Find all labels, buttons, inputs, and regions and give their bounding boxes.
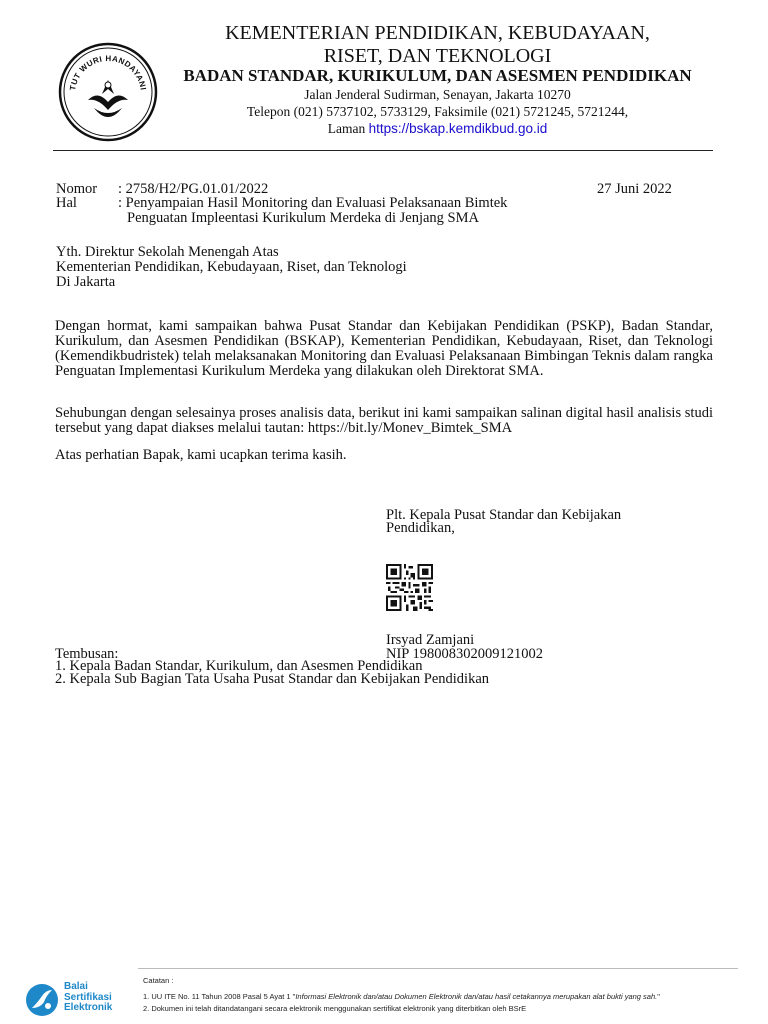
bsre-line-1: Balai bbox=[64, 981, 88, 992]
ministry-line-2: RISET, DAN TEKNOLOGI bbox=[323, 45, 552, 67]
body-paragraph-2: Sehubungan dengan selesainya proses analisis data, berikut ini kami sampaikan salinan digital hasil analisis studi tersebut yang dapat diakses melalui tautan: https://bit.ly/Monev_Bimtek_SMA bbox=[55, 405, 713, 436]
svg-text:TUT WURI HANDAYANI: TUT WURI HANDAYANI bbox=[68, 53, 148, 92]
catatan-label: Catatan : bbox=[143, 976, 174, 985]
letter-date: 27 Juni 2022 bbox=[597, 181, 672, 197]
bsre-wordmark bbox=[64, 982, 112, 1014]
bsre-logo-icon bbox=[24, 982, 60, 1018]
nomor-label: Nomor bbox=[56, 181, 98, 197]
signatory-title-line-1: Plt. Kepala Pusat Standar dan Kebijakan bbox=[386, 507, 622, 523]
footer-divider bbox=[138, 968, 738, 969]
signatory-nip: NIP 198008302009121002 bbox=[386, 646, 543, 662]
bsre-line-3: Elektronik bbox=[64, 1002, 113, 1013]
recipient-line-2: Kementerian Pendidikan, Kebudayaan, Riset, dan Teknologi bbox=[56, 259, 407, 275]
tut-wuri-handayani-logo bbox=[58, 42, 158, 142]
phone-fax: Telepon (021) 5737102, 5733129, Faksimile (021) 5721245, 5721244, bbox=[246, 104, 629, 119]
tembusan-label: Tembusan: bbox=[55, 646, 119, 662]
body-paragraph-1: Dengan hormat, kami sampaikan bahwa Pusat Standar dan Kebijakan Pendidikan (PSKP), Badan Standar, Kurikulum, dan Asesmen Pendidikan (BSKAP), Kementerian Pendidikan, Kebudayaan, Riset, dan Teknologi (Kemendikbudristek) telah melaksanakan Monitoring dan Evaluasi Pelaksanaan Bimbingan Teknis dalam rangka Penguatan Implementasi Kurikulum Merdeka yang dilakukan oleh Direktorat SMA. bbox=[55, 318, 713, 379]
recipient-line-3: Di Jakarta bbox=[56, 274, 116, 290]
agency-name: BADAN STANDAR, KURIKULUM, DAN ASESMEN PENDIDIKAN bbox=[183, 66, 692, 85]
body-paragraph-3: Atas perhatian Bapak, kami ucapkan terima kasih. bbox=[55, 447, 347, 463]
tembusan-item-1: 1. Kepala Badan Standar, Kurikulum, dan Asesmen Pendidikan bbox=[55, 658, 423, 674]
footer-note-1-suffix: " bbox=[657, 992, 660, 1001]
qr-code-signature bbox=[386, 564, 433, 611]
footer-note-2: 2. Dokumen ini telah ditandatangani secara elektronik menggunakan sertifikat elektronik yang diterbitkan oleh BSrE bbox=[143, 1004, 527, 1013]
website-link[interactable]: https://bskap.kemdikbud.go.id bbox=[368, 121, 548, 136]
recipient-line-1: Yth. Direktur Sekolah Menengah Atas bbox=[56, 244, 279, 260]
nomor-value: : 2758/H2/PG.01.01/2022 bbox=[118, 181, 269, 197]
ministry-line-1: KEMENTERIAN PENDIDIKAN, KEBUDAYAAN, bbox=[225, 22, 650, 44]
bsre-line-2: Sertifikasi bbox=[64, 991, 112, 1003]
tembusan-item-2: 2. Kepala Sub Bagian Tata Usaha Pusat Standar dan Kebijakan Pendidikan bbox=[55, 671, 490, 687]
footer-note-1-prefix: 1. UU ITE No. 11 Tahun 2008 Pasal 5 Ayat 1 " bbox=[143, 992, 296, 1001]
website-label: Laman bbox=[327, 121, 366, 136]
hal-label: Hal bbox=[56, 195, 77, 211]
website-line bbox=[160, 120, 715, 137]
hal-line-2: Penguatan Impleentasi Kurikulum Merdeka di Jenjang SMA bbox=[127, 210, 479, 226]
hal-line-1: : Penyampaian Hasil Monitoring dan Evaluasi Pelaksanaan Bimtek bbox=[118, 195, 508, 211]
address: Jalan Jenderal Sudirman, Senayan, Jakarta 10270 bbox=[304, 87, 571, 102]
signatory-name: Irsyad Zamjani bbox=[386, 632, 475, 648]
footer-note-1 bbox=[143, 992, 743, 1001]
signatory-title-line-2: Pendidikan, bbox=[386, 520, 455, 536]
letterhead-divider bbox=[53, 150, 713, 151]
footer-note-1-quote: Informasi Elektronik dan/atau Dokumen Elektronik dan/atau hasil cetakannya merupakan alat bukti yang sah. bbox=[295, 992, 658, 1001]
